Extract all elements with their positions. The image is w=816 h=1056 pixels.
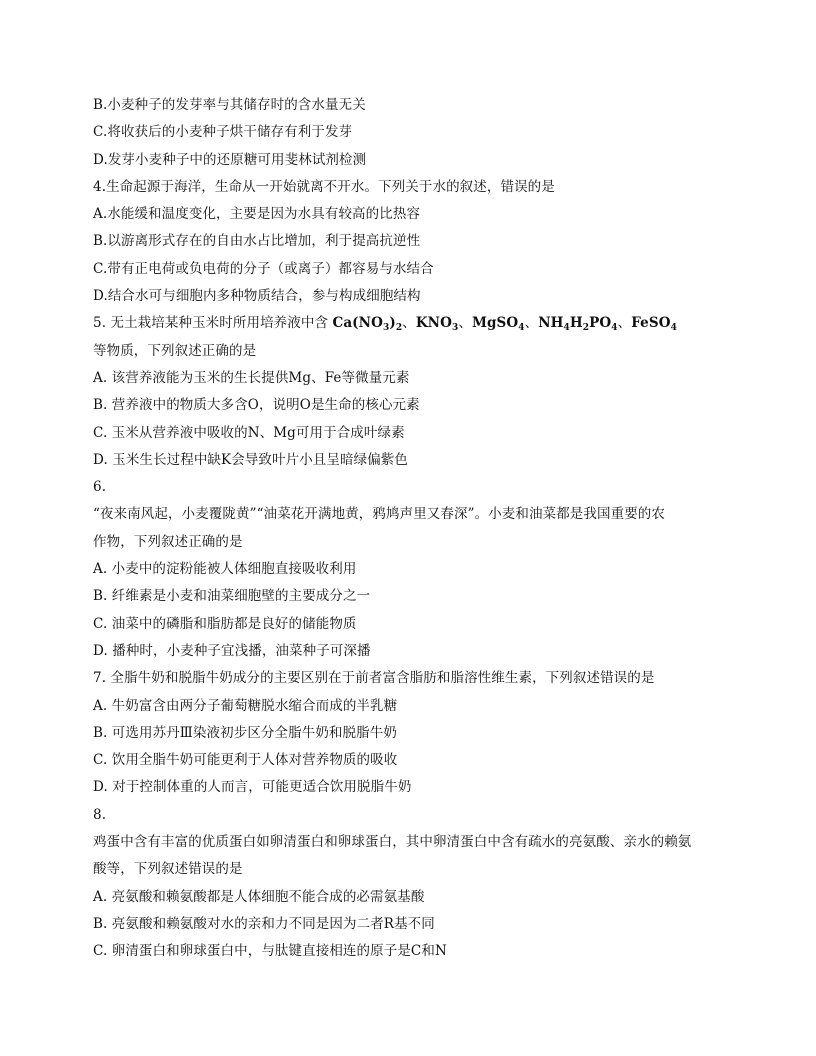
option-4a: A.水能缓和温度变化，主要是因为水具有较高的比热容 [93,206,421,223]
formula-ammonium-phosphate: $NH_4H_2PO_4$ [538,315,618,334]
question-8-number: 8. [93,806,107,823]
option-3c: C.将收获后的小麦种子烘干储存有利于发芽 [93,124,353,141]
option-4d: D.结合水可与细胞内多种物质结合，参与构成细胞结构 [93,288,421,305]
option-3b: B.小麦种子的发芽率与其储存时的含水量无关 [93,97,366,113]
option-8b: B. 亮氨酸和赖氨酸对水的亲和力不同是因为二者R基不同 [93,915,435,932]
formula-ferrous-sulfate: FeSO$_4$ [631,315,677,334]
option-6d: D. 播种时，小麦种子宜浅播，油菜种子可深播 [93,642,371,659]
option-7d: D. 对于控制体重的人而言，可能更适合饮用脱脂牛奶 [93,779,412,796]
option-5c: C. 玉米从营养液中吸收的N、Mg可用于合成叶绿素 [93,424,405,441]
option-7b: B. 可选用苏丹Ⅲ染液初步区分全脂牛奶和脱脂牛奶 [93,724,397,741]
question-6-stem: “夜来南风起，小麦覆陇黄”“油菜花开满地黄，鸦鸠声里又春深”。小麦和油菜都是我国重要的农 [93,506,666,523]
document-body [93,92,733,966]
option-6b: B. 纤维素是小麦和油菜细胞壁的主要成分之一 [93,588,371,605]
option-4b: B.以游离形式存在的自由水占比增加，利于提高抗逆性 [93,233,421,250]
option-5d: D. 玉米生长过程中缺K会导致叶片小且呈暗绿偏紫色 [93,451,409,468]
option-4c: C.带有正电荷或负电荷的分子（或离子）都容易与水结合 [93,260,434,277]
question-5-prefix: 5. 无土栽培某种玉米时所用培养液中含 [93,315,333,332]
formula-potassium-nitrate: $KNO_3$ [415,315,459,334]
formula-magnesium-sulfate: MgSO$_4$ [471,315,525,334]
option-6c: C. 油菜中的磷脂和脂肪都是良好的储能物质 [93,615,357,632]
question-8-stem: 鸡蛋中含有丰富的优质蛋白如卵清蛋白和卵球蛋白，其中卵清蛋白中含有疏水的亮氨酸、亲水的赖氨 [93,834,692,851]
question-5-stem-continued: 等物质，下列叙述正确的是 [93,342,257,359]
question-5-stem: 5. 无土栽培某种玉米时所用培养液中含 $Ca(NO_3)_2$、$KNO_3$、MgSO$_4$、$NH_4H_2PO_4$、FeSO$_4$ [93,315,677,334]
formula-calcium-nitrate: $Ca(NO_3)_2$ [332,315,403,334]
option-8c: C. 卵清蛋白和卵球蛋白中，与肽键直接相连的原子是C和N [93,943,447,960]
question-6-stem-continued: 作物，下列叙述正确的是 [93,533,243,550]
option-6a: A. 小麦中的淀粉能被人体细胞直接吸收利用 [93,561,357,578]
option-5b: B. 营养液中的物质大多含O，说明O是生命的核心元素 [93,397,420,414]
question-6-number: 6. [93,479,107,496]
question-8-stem-continued: 酸等，下列叙述错误的是 [93,861,243,878]
option-5a: A. 该营养液能为玉米的生长提供Mg、Fe等微量元素 [93,369,410,386]
question-7-stem: 7. 全脂牛奶和脱脂牛奶成分的主要区别在于前者富含脂肪和脂溶性维生素，下列叙述错误的是 [93,670,655,687]
option-7a: A. 牛奶富含由两分子葡萄糖脱水缩合而成的半乳糖 [93,697,398,714]
question-4-stem: 4.生命起源于海洋，生命从一开始就离不开水。下列关于水的叙述，错误的是 [93,178,555,195]
option-7c: C. 饮用全脂牛奶可能更利于人体对营养物质的吸收 [93,752,398,769]
option-8a: A. 亮氨酸和赖氨酸都是人体细胞不能合成的必需氨基酸 [93,888,425,905]
option-3d: D.发芽小麦种子中的还原糖可用斐林试剂检测 [93,151,367,168]
